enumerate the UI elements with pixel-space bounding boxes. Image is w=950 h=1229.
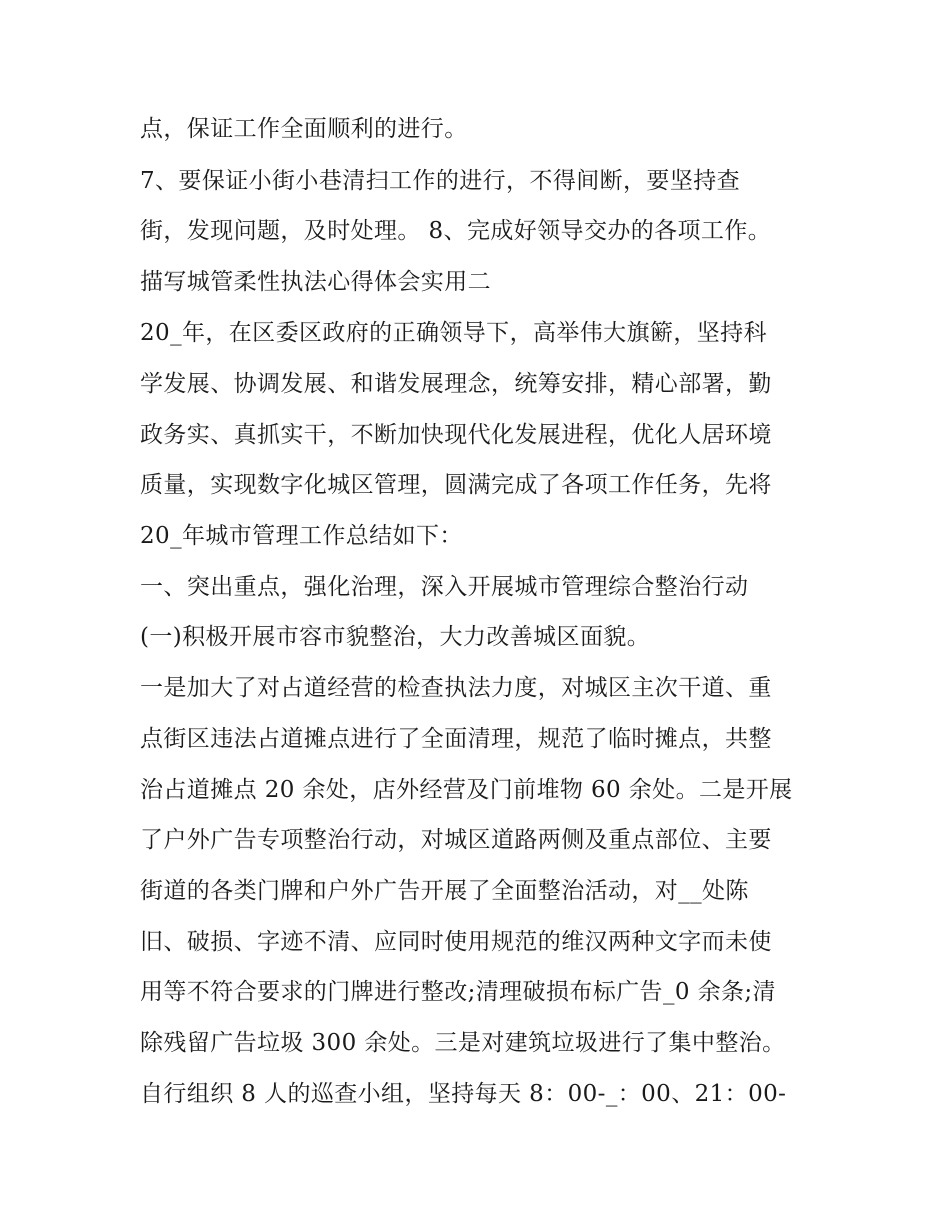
- text-line: 除残留广告垃圾 300 余处。三是对建筑垃圾进行了集中整治。: [140, 1030, 786, 1056]
- text-line: 政务实、真抓实干，不断加快现代化发展进程，优化人居环境: [140, 422, 772, 448]
- text-line: 20_年，在区委区政府的正确领导下，高举伟大旗簖，坚持科: [140, 320, 767, 346]
- text-line: 7、要保证小街小巷清扫工作的进行，不得间断，要坚持查: [140, 168, 741, 194]
- text-line: 用等不符合要求的门牌进行整改;清理破损布标广告_0 余条;清: [140, 979, 776, 1005]
- text-line: 质量，实现数字化城区管理，圆满完成了各项工作任务，先将: [140, 472, 772, 498]
- section-heading: 一、突出重点，强化治理，深入开展城市管理综合整治行动: [140, 574, 749, 600]
- text-line: 20_年城市管理工作总结如下：: [140, 523, 463, 549]
- text-line: 旧、破损、字迹不清、应同时使用规范的维汉两种文字而未使: [140, 929, 772, 955]
- text-line: 点街区违法占道摊点进行了全面清理，规范了临时摊点，共整: [140, 726, 772, 752]
- text-line: 街道的各类门牌和户外广告开展了全面整治活动，对__处陈: [140, 878, 749, 904]
- text-line: 点，保证工作全面顺利的进行。: [140, 116, 468, 142]
- text-line: 学发展、协调发展、和谐发展理念，统筹安排，精心部署，勤: [140, 371, 772, 397]
- section-heading: 描写城管柔性执法心得体会实用二: [140, 269, 491, 295]
- text-line: 治占道摊点 20 余处，店外经营及门前堆物 60 余处。二是开展: [140, 777, 793, 803]
- text-line: 一是加大了对占道经营的检查执法力度，对城区主次干道、重: [140, 675, 772, 701]
- subsection-heading: (一)积极开展市容市貌整治，大力改善城区面貌。: [140, 624, 651, 650]
- text-line: 了户外广告专项整治行动，对城区道路两侧及重点部位、主要: [140, 827, 772, 853]
- text-line: 街，发现问题，及时处理。 8、完成好领导交办的各项工作。: [140, 218, 772, 244]
- text-line: 自行组织 8 人的巡查小组，坚持每天 8：00-_：00、21：00-: [140, 1081, 787, 1107]
